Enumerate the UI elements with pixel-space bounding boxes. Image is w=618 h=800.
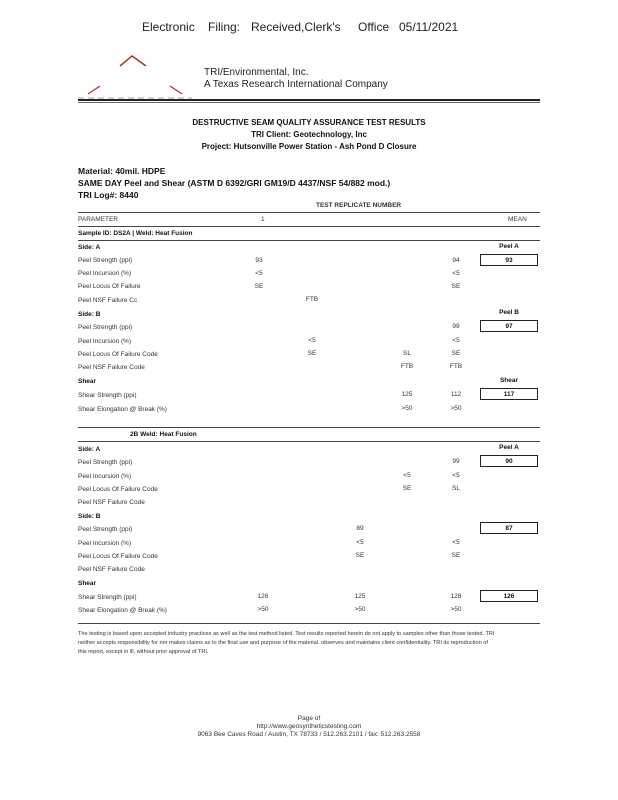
sample1-peel-nsf-label: Peel NSF Failure Cc bbox=[78, 297, 138, 304]
sample1-peel-strength-label: Peel Strength (ppi) bbox=[78, 257, 133, 264]
sample2-b-locus-label: Peel Locus Of Failure Code bbox=[78, 553, 158, 560]
sample2-a-locus-5: SL bbox=[452, 485, 460, 492]
sample2-b-locus-5: SE bbox=[451, 552, 461, 559]
sample1-b-nsf-4: FTB bbox=[400, 363, 414, 370]
sample2-shear-elong-label: Shear Elongation @ Break (%) bbox=[78, 607, 167, 614]
sample1-b-strength-5: 99 bbox=[452, 323, 460, 330]
sample2-shear-strength-mean: 126 bbox=[480, 590, 538, 602]
sample1-b-incursion-5: <5 bbox=[452, 337, 460, 344]
sample2-b-incursion-3: <5 bbox=[356, 539, 364, 546]
sample2-a-incursion-4: <5 bbox=[403, 472, 411, 479]
filing-word-received: Received,Clerk's bbox=[251, 20, 341, 34]
sample2-b-nsf-label: Peel NSF Failure Code bbox=[78, 566, 145, 573]
col-replicate-1: 1 bbox=[261, 216, 265, 223]
table-subheader-rule bbox=[78, 226, 540, 227]
sample2-peel-incursion-label: Peel Incursion (%) bbox=[78, 473, 132, 480]
sample1-a-locus-5: SE bbox=[451, 283, 461, 290]
sample-divider bbox=[78, 427, 540, 428]
sample1-shear-strength-mean: 117 bbox=[480, 388, 538, 400]
sample2-b-locus-3: SE bbox=[355, 552, 365, 559]
footer-url[interactable]: http://www.geosyntheticstesting.com bbox=[256, 723, 362, 730]
sample1-a-strength-5: 94 bbox=[452, 257, 460, 264]
sample2-side-b: Side: B bbox=[78, 513, 101, 520]
report-title: DESTRUCTIVE SEAM QUALITY ASSURANCE TEST RESULTS bbox=[192, 118, 426, 127]
sample1-shear-strength-5: 112 bbox=[450, 391, 462, 398]
sample2-peel-strength-label: Peel Strength (ppi) bbox=[78, 459, 133, 466]
sample1-b-nsf-5: FTB bbox=[449, 363, 463, 370]
sample1-shear-strength-label: Shear Strength (ppi) bbox=[78, 392, 137, 399]
sample1-side-b: Side: B bbox=[78, 311, 101, 318]
header-rule bbox=[78, 99, 540, 101]
sample1-shear: Shear bbox=[78, 378, 97, 385]
sample1-rule bbox=[78, 240, 540, 241]
material-line: Material: 40mil. HDPE bbox=[78, 166, 166, 176]
footer-page: Page of bbox=[297, 715, 321, 722]
sample1-b-incursion-3: <5 bbox=[308, 337, 316, 344]
tri-log-line: TRI Log#: 8440 bbox=[78, 190, 139, 200]
sample2-shear-strength-5: 128 bbox=[450, 593, 462, 600]
sample1-a-strength-mean: 93 bbox=[480, 254, 538, 266]
sample1-peel-incursion-label: Peel Incursion (%) bbox=[78, 270, 132, 277]
sample2-shear-elong-1: >50 bbox=[257, 606, 269, 613]
sample1-peel-b-head: Peel B bbox=[499, 309, 519, 316]
sample2-b-strength-mean: 87 bbox=[480, 522, 538, 534]
sample1-b-locus-5: SE bbox=[451, 350, 461, 357]
sample1-peel-a-head: Peel A bbox=[499, 243, 519, 250]
sample2-shear-strength-1: 126 bbox=[257, 593, 269, 600]
sample2-shear-strength-3: 125 bbox=[354, 593, 366, 600]
sample1-b-incursion-label: Peel Incursion (%) bbox=[78, 338, 132, 345]
sample1-header: Sample ID: DS2A | Weld: Heat Fusion bbox=[78, 230, 193, 237]
sample2-b-incursion-5: <5 bbox=[452, 539, 460, 546]
sample1-b-locus-label: Peel Locus Of Failure Code bbox=[78, 351, 158, 358]
sample2-b-strength-label: Peel Strength (ppi) bbox=[78, 526, 133, 533]
sample1-a-incursion-5: <5 bbox=[452, 270, 460, 277]
report-project: Project: Hutsonville Power Station - Ash Pond D Closure bbox=[201, 142, 417, 151]
sample2-side-a: Side: A bbox=[78, 446, 101, 453]
company-subtitle: A Texas Research International Company bbox=[204, 79, 388, 90]
filing-word-filing: Filing: bbox=[208, 20, 241, 34]
table-bottom-rule bbox=[78, 623, 540, 624]
sample1-a-nsf-2: FTB bbox=[305, 296, 319, 303]
header-rule-thin bbox=[78, 102, 540, 103]
sample2-rule bbox=[78, 441, 540, 442]
table-header-rule bbox=[78, 212, 540, 213]
sample2-a-strength-5: 99 bbox=[452, 458, 460, 465]
sample1-a-strength-1: 93 bbox=[255, 257, 263, 264]
sample2-a-locus-4: SE bbox=[402, 485, 412, 492]
sample2-shear-strength-label: Shear Strength (ppi) bbox=[78, 594, 137, 601]
method-line: SAME DAY Peel and Shear (ASTM D 6392/GRI GM19/D 4437/NSF 54/882 mod.) bbox=[78, 178, 391, 188]
sample1-side-a: Side: A bbox=[78, 244, 101, 251]
col-mean: MEAN bbox=[508, 216, 527, 223]
footer-address: 9063 Bee Caves Road / Austin, TX 78733 / 512.263.2101 / fax: 512.263.2558 bbox=[197, 731, 421, 738]
sample1-a-locus-1: SE bbox=[254, 283, 264, 290]
filing-word-office: Office bbox=[358, 20, 390, 34]
sample1-b-strength-mean: 97 bbox=[480, 320, 538, 332]
disclaimer-footnote: The testing is based upon accepted industry practices as well as the test method listed. Test results reported herein do not apply to samples other than those tested. TRI neither accepts responsibility for nor makes claims as to the final use and purpose of the material. observes and maintains client confidentiality. TRI its reproduction of this report, except in ill, without prior approval of TRI. bbox=[78, 631, 495, 655]
sample1-shear-elong-label: Shear Elongation @ Break (%) bbox=[78, 406, 167, 413]
company-name: TRI/Environmental, Inc. bbox=[204, 67, 309, 78]
sample2-b-strength-3: 89 bbox=[356, 525, 364, 532]
filing-date: 05/11/2021 bbox=[399, 20, 459, 34]
sample1-shear-elong-5: >50 bbox=[450, 405, 462, 412]
sample2-shear: Shear bbox=[78, 580, 97, 587]
sample2-b-incursion-label: Peel Incursion (%) bbox=[78, 540, 132, 547]
sample1-peel-locus-label: Peel Locus Of Failure bbox=[78, 283, 141, 290]
sample2-peel-locus-label: Peel Locus Of Failure Code bbox=[78, 486, 158, 493]
sample2-a-strength-mean: 90 bbox=[480, 455, 538, 467]
sample2-peel-a-head: Peel A bbox=[499, 444, 519, 451]
sample1-shear-elong-4: >50 bbox=[401, 405, 413, 412]
sample1-a-incursion-1: <5 bbox=[255, 270, 263, 277]
sample1-shear-strength-4: 125 bbox=[401, 391, 413, 398]
col-parameter: PARAMETER bbox=[78, 216, 118, 223]
company-logo bbox=[70, 52, 200, 102]
replicate-header: TEST REPLICATE NUMBER bbox=[316, 202, 402, 209]
sample1-b-locus-4: SL bbox=[403, 350, 411, 357]
sample2-a-incursion-5: <5 bbox=[452, 472, 460, 479]
sample2-header: 2B Weld: Heat Fusion bbox=[130, 431, 197, 438]
sample2-shear-elong-3: >50 bbox=[354, 606, 366, 613]
sample1-b-nsf-label: Peel NSF Failure Code bbox=[78, 364, 145, 371]
report-client: TRI Client: Geotechnology, Inc bbox=[251, 130, 367, 139]
sample2-shear-elong-5: >50 bbox=[450, 606, 462, 613]
company-block bbox=[204, 67, 388, 91]
sample1-shear-head: Shear bbox=[499, 377, 519, 384]
sample1-b-locus-3: SE bbox=[307, 350, 317, 357]
sample2-peel-nsf-label: Peel NSF Failure Code bbox=[78, 499, 145, 506]
filing-word-electronic: Electronic bbox=[142, 20, 195, 34]
sample1-b-strength-label: Peel Strength (ppi) bbox=[78, 324, 133, 331]
